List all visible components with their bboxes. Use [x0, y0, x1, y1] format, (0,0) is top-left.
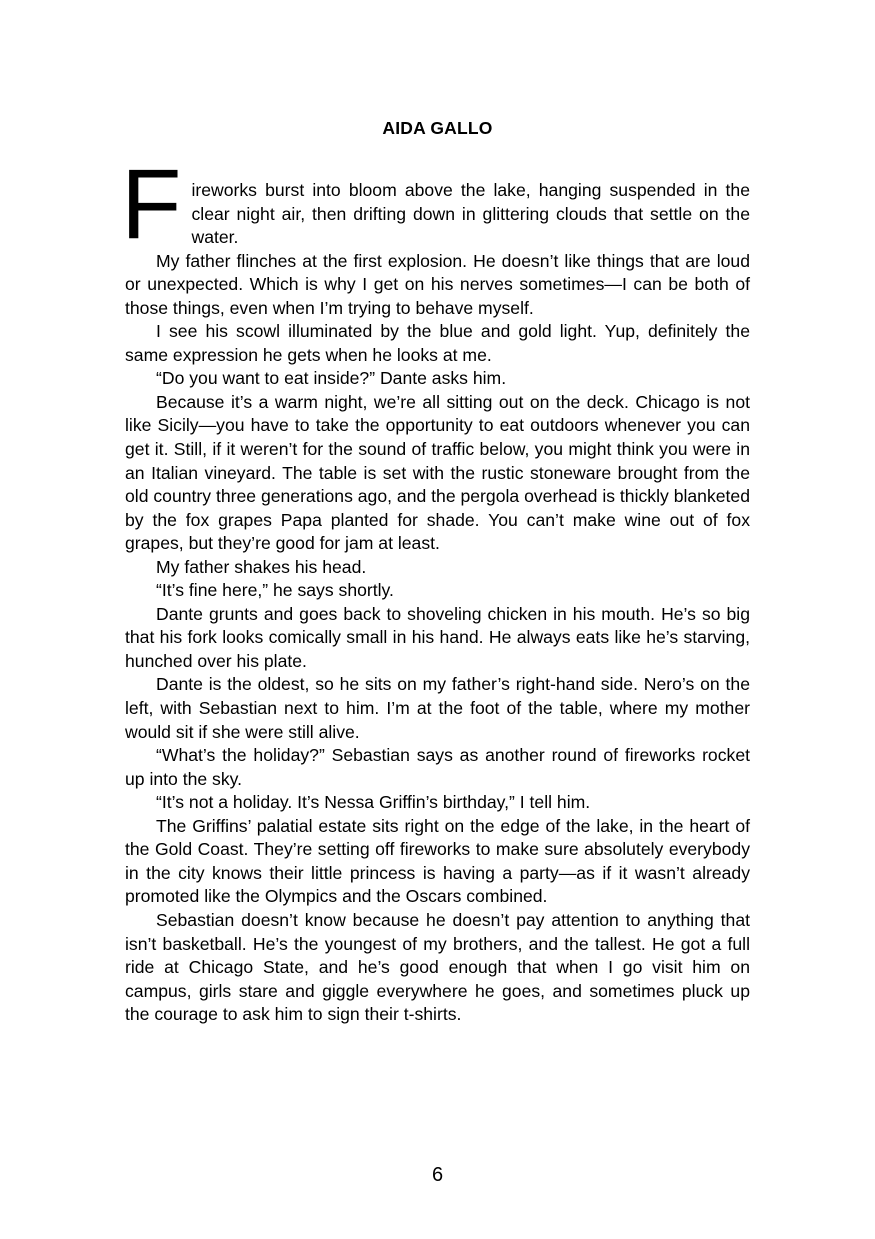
paragraph: The Griffins’ palatial estate sits right on the edge of the lake, in the heart of the Gold Coast. They’re setting off fireworks to make sure absolutely everybody in the city knows their little princess is having a party—as if it wasn’t already promoted like the Olympics and the Oscars combined. — [125, 815, 750, 907]
chapter-body — [121, 148, 750, 1027]
paragraph: Because it’s a warm night, we’re all sitting out on the deck. Chicago is not like Sicily—you have to take the opportunity to eat outdoors whenever you can get it. Still, if it weren’t for the sound of traffic below, you might think you were in an Italian vineyard. The table is set with the rustic stoneware brought from the old country three generations ago, and the pergola overhead is thickly blanketed by the fox grapes Papa planted for shade. You can’t make wine out of fox grapes, but they’re good for jam at least. — [125, 391, 750, 554]
paragraph: Sebastian doesn’t know because he doesn’t pay attention to anything that isn’t basketball. He’s the youngest of my brothers, and the tallest. He got a full ride at Chicago State, and he’s good enough that when I go visit him on campus, girls stare and giggle everywhere he goes, and sometimes pluck up the courage to ask him to sign their t-shirts. — [125, 909, 750, 1025]
paragraph: “It’s fine here,” he says shortly. — [156, 580, 394, 601]
running-head: AIDA GALLO — [382, 118, 493, 138]
paragraph: “Do you want to eat inside?” Dante asks him. — [156, 368, 507, 389]
paragraph: I see his scowl illuminated by the blue and gold light. Yup, definitely the same expression he gets when he looks at me. — [125, 321, 750, 365]
paragraph: “It’s not a holiday. It’s Nessa Griffin’s birthday,” I tell him. — [156, 792, 591, 813]
page-number: 6 — [431, 1164, 444, 1186]
paragraph-text: ireworks burst into bloom above the lake, hanging suspended in the clear night air, then drifting down in glittering clouds that settle on the water. — [191, 180, 750, 248]
opening-paragraph — [121, 148, 750, 259]
paragraph: My father flinches at the first explosion. He doesn’t like things that are loud or unexpected. Which is why I get on his nerves sometimes—I can be both of those things, even when I’m trying to behave myself. — [125, 250, 750, 318]
paragraph: Dante grunts and goes back to shoveling chicken in his mouth. He’s so big that his fork looks comically small in his hand. He always eats like he’s starving, hunched over his plate. — [125, 603, 750, 671]
paragraph: Dante is the oldest, so he sits on my father’s right-hand side. Nero’s on the left, with Sebastian next to him. I’m at the foot of the table, where my mother would sit if she were still alive. — [125, 674, 750, 742]
paragraph: “What’s the holiday?” Sebastian says as another round of fireworks rocket up into the sky. — [125, 745, 750, 789]
drop-cap: F — [121, 148, 182, 259]
paragraph: My father shakes his head. — [156, 556, 367, 577]
